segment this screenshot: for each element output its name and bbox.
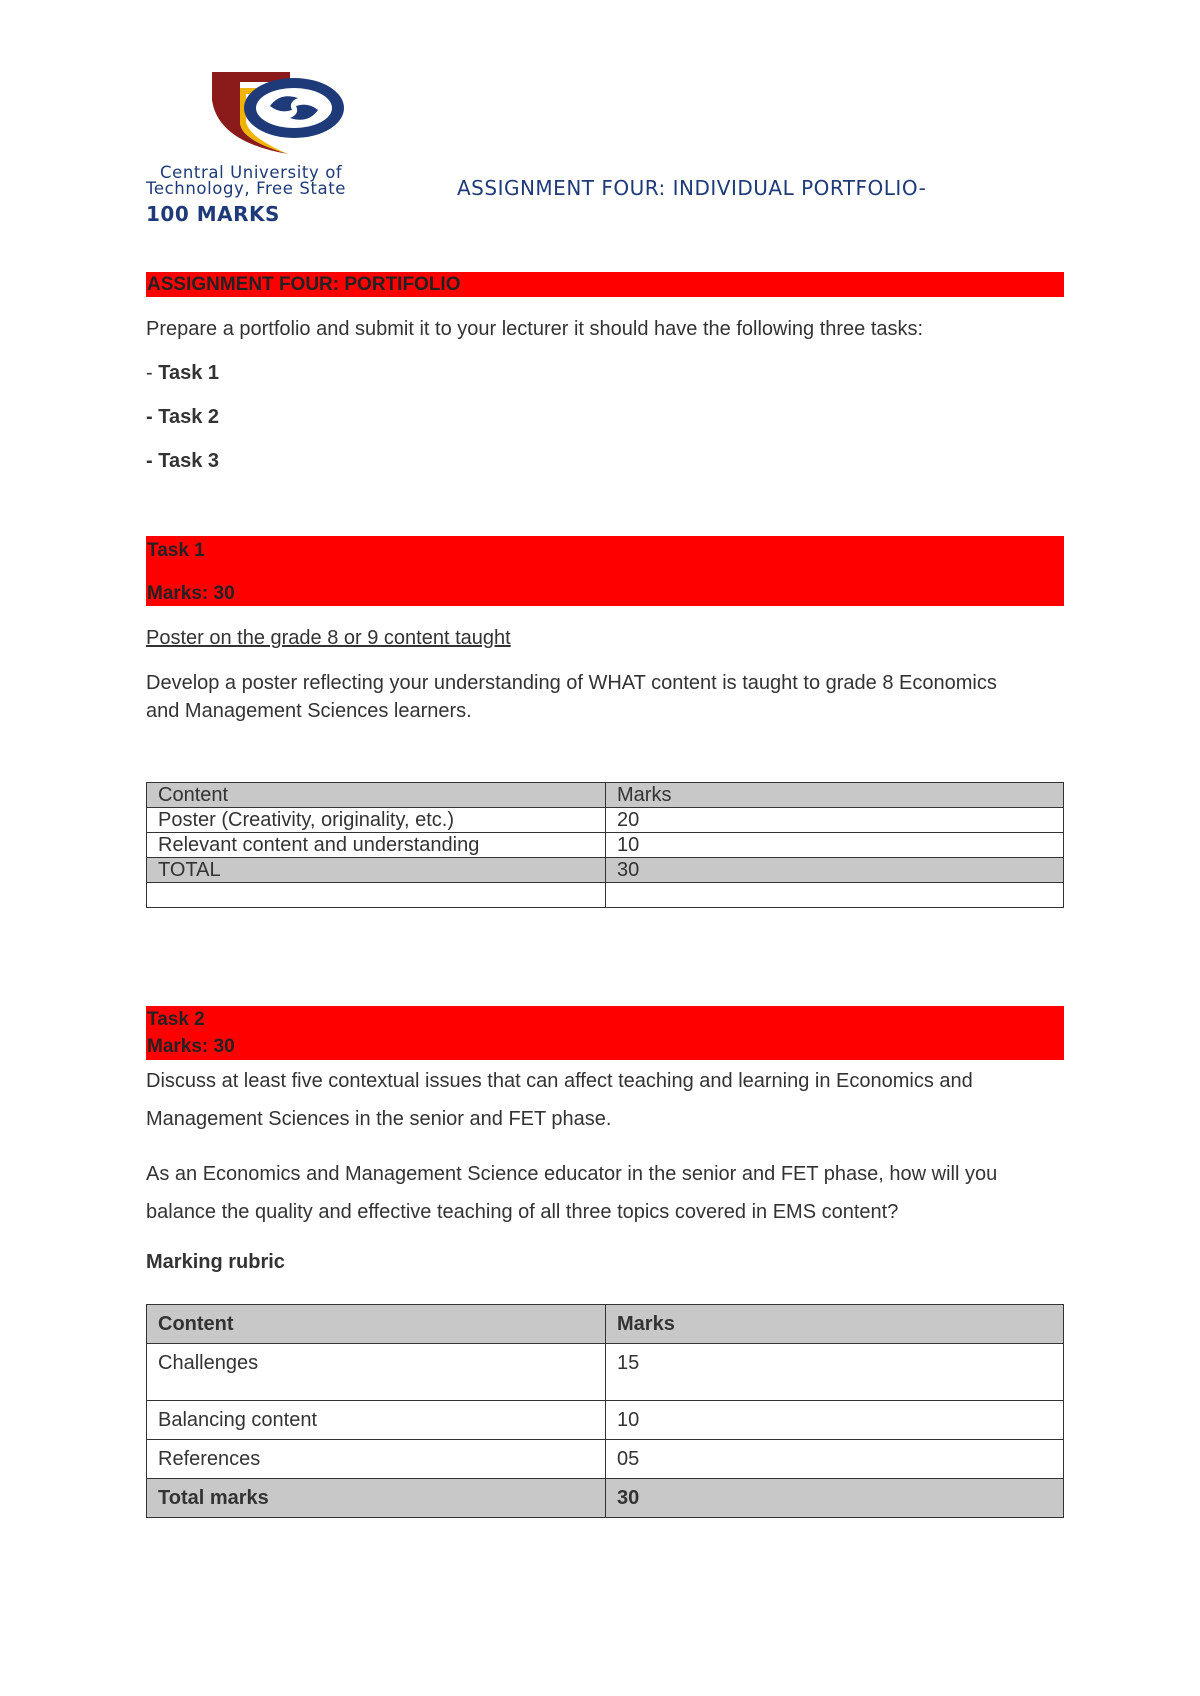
row-marks: 10: [606, 1401, 1064, 1440]
table-row: [147, 1440, 1064, 1479]
header-marks: Marks: [606, 783, 1064, 808]
table-total-row: [147, 858, 1064, 883]
task-list-item: - Task 1: [146, 362, 219, 384]
task-list-item: - Task 3: [146, 450, 219, 472]
rubric-title: Marking rubric: [146, 1251, 285, 1273]
header-marks: Marks: [606, 1305, 1064, 1344]
task2-marks: Marks: 30: [147, 1036, 235, 1057]
task2-marking-rubric-table: [146, 1304, 1064, 1518]
table-row: [147, 1401, 1064, 1440]
row-content: References: [147, 1440, 606, 1479]
row-marks: 10: [606, 833, 1064, 858]
row-marks: 05: [606, 1440, 1064, 1479]
task2-title: Task 2: [147, 1009, 205, 1030]
empty-cell: [606, 883, 1064, 908]
table-row: [147, 808, 1064, 833]
logo-emblem: [210, 70, 350, 156]
document-title: ASSIGNMENT FOUR: INDIVIDUAL PORTFOLIO-: [457, 176, 927, 200]
task1-marks-table: [146, 782, 1064, 908]
row-content: Poster (Creativity, originality, etc.): [147, 808, 606, 833]
total-marks: 30: [606, 858, 1064, 883]
total-marks: 30: [606, 1479, 1064, 1518]
header-content: Content: [147, 783, 606, 808]
row-marks: 20: [606, 808, 1064, 833]
row-content: Challenges: [147, 1344, 606, 1401]
task1-subtitle: Poster on the grade 8 or 9 content taught: [146, 627, 511, 649]
task1-description: Develop a poster reflecting your understanding of WHAT content is taught to grade 8 Economics and Management Sciences learners.: [146, 672, 997, 722]
row-content: Relevant content and understanding: [147, 833, 606, 858]
header-content: Content: [147, 1305, 606, 1344]
table-row: [147, 833, 1064, 858]
assignment-banner-text: ASSIGNMENT FOUR: PORTIFOLIO: [147, 274, 461, 295]
row-marks: 15: [606, 1344, 1064, 1401]
total-label: TOTAL: [147, 858, 606, 883]
task1-marks: Marks: 30: [147, 583, 235, 604]
task-list-item: - Task 2: [146, 406, 219, 428]
total-label: Total marks: [147, 1479, 606, 1518]
task2-banner: [146, 1006, 1064, 1060]
table-row: [147, 1344, 1064, 1401]
document-title-marks: 100 MARKS: [146, 202, 280, 226]
table-header-row: [147, 1305, 1064, 1344]
task1-banner: [146, 536, 1064, 606]
row-content: Balancing content: [147, 1401, 606, 1440]
table-total-row: [147, 1479, 1064, 1518]
logo-line-1: Central University of: [160, 163, 343, 182]
table-header-row: [147, 783, 1064, 808]
logo-line-2: Technology, Free State: [146, 179, 347, 198]
task1-title: Task 1: [147, 540, 205, 561]
task2-paragraph-2: As an Economics and Management Science educator in the senior and FET phase, how will you balance the quality and effective teaching of all three topics covered in EMS content?: [146, 1163, 998, 1223]
empty-cell: [147, 883, 606, 908]
table-empty-row: [147, 883, 1064, 908]
task2-paragraph-1: Discuss at least five contextual issues that can affect teaching and learning in Economics and Management Sciences in the senior and FET phase.: [146, 1070, 973, 1130]
instruction-text: Prepare a portfolio and submit it to your lecturer it should have the following three tasks:: [146, 318, 924, 340]
